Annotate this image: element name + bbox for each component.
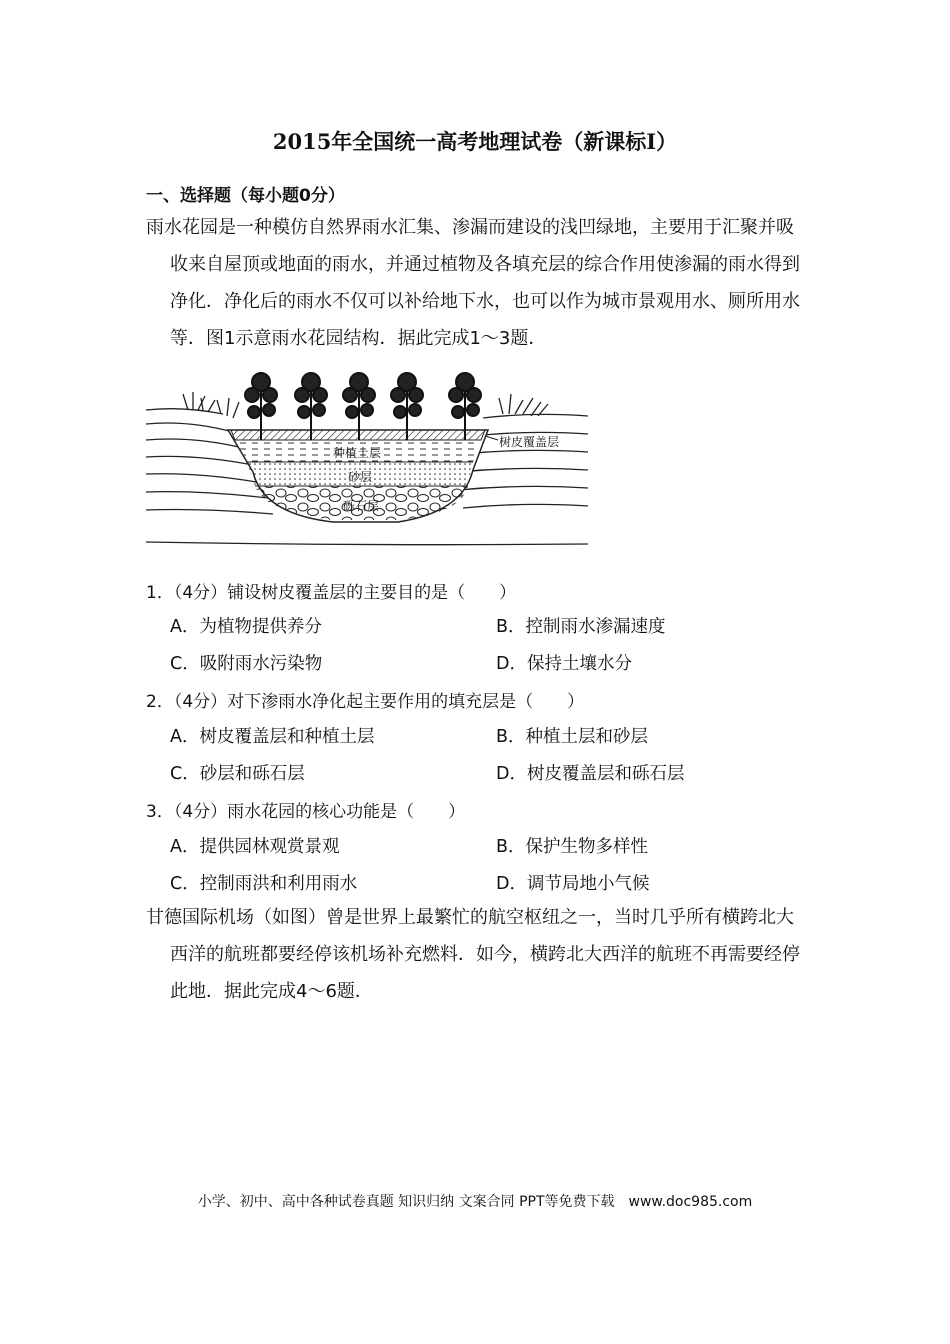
- label-bark-layer: 树皮覆盖层: [499, 435, 560, 449]
- q1-option-b: B．控制雨水渗漏速度: [496, 617, 666, 637]
- q1-option-a: A．为植物提供养分: [170, 617, 322, 637]
- passage-gander-airport: 甘德国际机场（如图）曾是世界上最繁忙的航空枢纽之一，当时几乎所有横跨北大西洋的航班都要经停该机场补充燃料．如今，横跨北大西洋的航班不再需要经停此地．据此完成4～6题．: [146, 907, 800, 1002]
- label-gravel-layer: 砾石层: [343, 499, 380, 513]
- q3-option-b: B．保护生物多样性: [496, 837, 649, 857]
- ground-strata-right: [458, 414, 588, 508]
- rain-garden-diagram: [143, 362, 593, 552]
- q1-option-c: C．吸附雨水污染物: [170, 654, 323, 674]
- q3-option-a: A．提供园林观赏景观: [170, 837, 340, 857]
- q3-option-c: C．控制雨洪和利用雨水: [170, 874, 358, 894]
- q2-option-b: B．种植土层和砂层: [496, 727, 649, 747]
- question-1: 1．（4分）铺设树皮覆盖层的主要目的是（ ）: [146, 583, 517, 603]
- page-footer: 小学、初中、高中各种试卷真题 知识归纳 文案合同 PPT等免费下载 www.doc985.com: [197, 1194, 753, 1210]
- q1-option-d: D．保持土壤水分: [496, 654, 632, 674]
- q3-option-d: D．调节局地小气候: [496, 874, 650, 894]
- q2-option-a: A．树皮覆盖层和种植土层: [170, 727, 375, 747]
- label-soil-layer: 种植土层: [333, 446, 382, 460]
- page-title: 2015年全国统一高考地理试卷（新课标I）: [272, 129, 678, 154]
- q2-option-c: C．砂层和砾石层: [170, 764, 305, 784]
- q2-option-d: D．树皮覆盖层和砾石层: [496, 764, 685, 784]
- passage-rain-garden: 雨水花园是一种模仿自然界雨水汇集、渗漏而建设的浅凹绿地，主要用于汇聚并吸收来自屋顶或地面的雨水，并通过植物及各填充层的综合作用使渗漏的雨水得到净化．净化后的雨水不仅可以补给地下水，也可以作为城市景观用水、厕所用水等．图1示意雨水花园结构．据此完成1～3题．: [146, 217, 800, 349]
- section-heading: 一、选择题（每小题0分）: [146, 186, 345, 206]
- question-3: 3．（4分）雨水花园的核心功能是（ ）: [146, 802, 466, 822]
- question-2: 2．（4分）对下渗雨水净化起主要作用的填充层是（ ）: [146, 692, 585, 712]
- label-sand-layer: 砂层: [348, 470, 373, 484]
